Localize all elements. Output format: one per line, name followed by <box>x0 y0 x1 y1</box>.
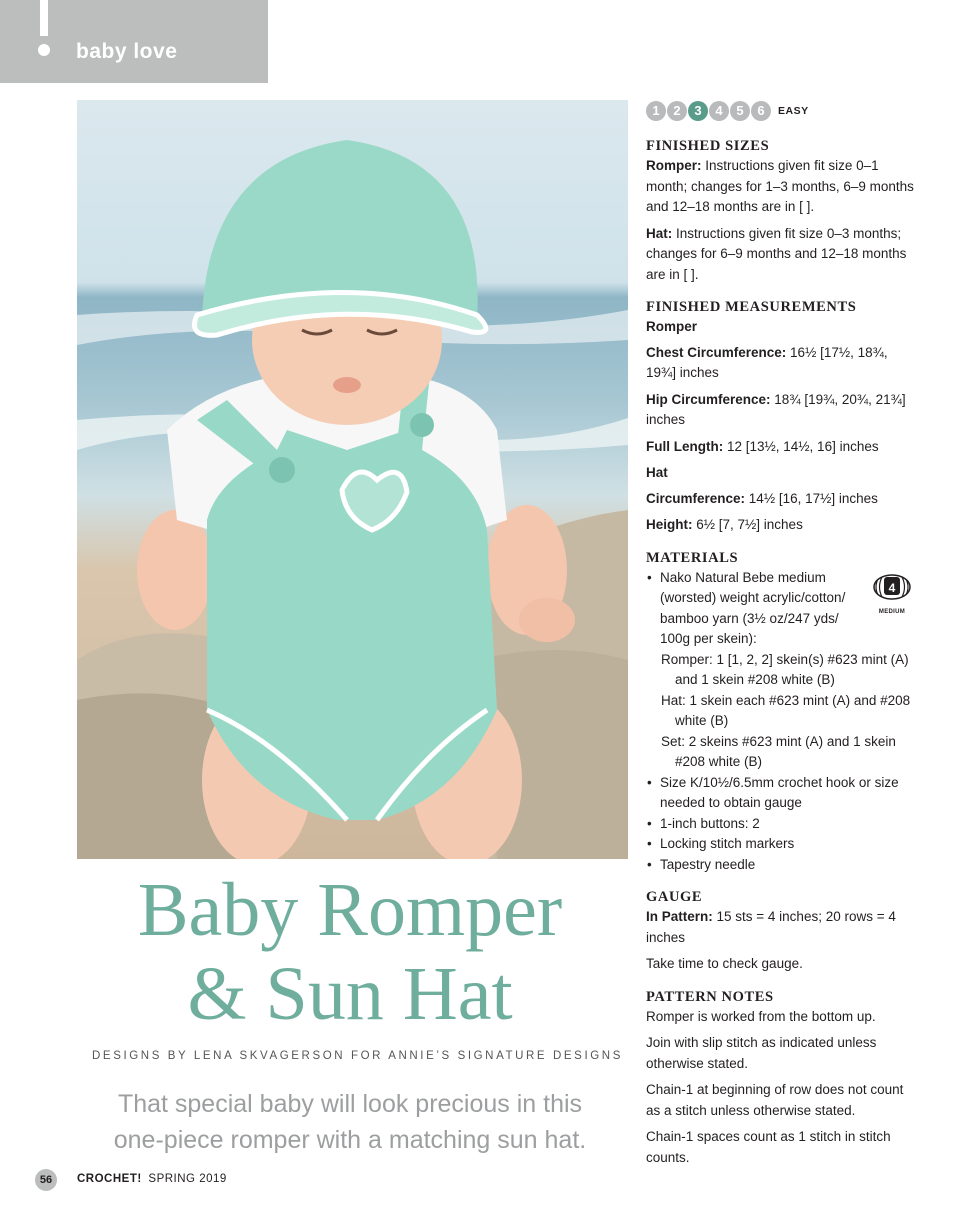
skill-level-5-icon: 5 <box>730 101 750 121</box>
finished-measurements-section <box>646 297 916 536</box>
footer-issue <box>77 1173 227 1185</box>
designer-credit: DESIGNS BY LENA SKVAGERSON FOR ANNIE’S SIGNATURE DESIGNS <box>92 1050 623 1062</box>
pattern-details-column <box>646 98 916 1180</box>
section-tab <box>0 0 268 83</box>
hat-circumference-value: 14½ [16, 17½] inches <box>745 490 878 506</box>
length-value: 12 [13½, 14½, 16] inches <box>723 438 879 454</box>
gauge-pattern-label: In Pattern: <box>646 909 713 924</box>
hat-size <box>646 224 916 286</box>
baby-illustration <box>77 100 628 859</box>
page-number: 56 <box>35 1169 57 1191</box>
yarn-weight-label: MEDIUM <box>878 609 906 615</box>
chest-measurement <box>646 343 916 384</box>
length-label: Full Length: <box>646 438 724 454</box>
list-item <box>646 773 916 814</box>
hip-measurement <box>646 390 916 431</box>
finished-sizes-section <box>646 136 916 285</box>
skill-level-4-icon: 4 <box>709 101 729 121</box>
magazine-name: CROCHET! <box>77 1173 142 1185</box>
issue-date: SPRING 2019 <box>148 1173 227 1185</box>
hat-circumference-label: Circumference: <box>646 490 746 506</box>
gauge-pattern <box>646 907 916 948</box>
romper-size-text: Instructions given fit size 0–1 month; changes for 1–3 months, 6–9 months and 12–18 months are in [ ]. <box>646 158 914 214</box>
pattern-note: Chain-1 spaces count as 1 stitch in stitch counts. <box>646 1129 891 1165</box>
set-quantity: Set: 2 skeins #623 mint (A) and 1 skein #208 white (B) <box>661 733 896 769</box>
hip-value: 18¾ [19¾, 20¾, 21¾] inches <box>646 391 906 427</box>
chest-value: 16½ [17½, 18¾, 19¾] inches <box>646 344 888 380</box>
romper-quantity: Romper: 1 [1, 2, 2] skein(s) #623 mint (A) and 1 skein #208 white (B) <box>661 651 909 687</box>
yarn-weight-icon <box>872 574 912 614</box>
skill-level-6-icon: 6 <box>751 101 771 121</box>
yarn-text: Nako Natural Bebe medium (worsted) weight acrylic/cotton/ bamboo yarn (3½ oz/247 yds/ 100g per skein): <box>660 569 846 646</box>
gauge-section <box>646 887 916 975</box>
pattern-notes-section <box>646 987 916 1169</box>
skill-level <box>646 98 916 124</box>
chest-label: Chest Circumference: <box>646 344 787 360</box>
skill-level-1-icon: 1 <box>646 101 666 121</box>
skill-level-label: EASY <box>778 104 809 117</box>
hook-text: Size K/10½/6.5mm crochet hook or size needed to obtain gauge <box>660 774 899 810</box>
gauge-pattern-text: 15 sts = 4 inches; 20 rows = 4 inches <box>646 909 896 945</box>
list-item <box>646 855 916 876</box>
materials-heading: MATERIALS <box>646 549 739 566</box>
gauge-check: Take time to check gauge. <box>646 956 803 971</box>
yarn-weight-number: 4 <box>888 581 896 595</box>
pattern-title-line2: & Sun Hat <box>187 952 513 1036</box>
hat-circumference <box>646 489 916 510</box>
exclamation-dot-icon <box>38 44 50 56</box>
hat-height-label: Height: <box>646 517 693 532</box>
finished-sizes-heading: FINISHED SIZES <box>646 138 770 154</box>
tagline-line2: one-piece romper with a matching sun hat. <box>113 1126 587 1154</box>
tagline-line1: That special baby will look precious in this <box>117 1090 583 1118</box>
hat-size-text: Instructions given fit size 0–3 months; changes for 6–9 months and 12–18 months are in [ ]. <box>646 225 907 282</box>
section-label: baby love <box>76 40 178 63</box>
pattern-title-line1: Baby Romper <box>137 868 563 952</box>
list-item <box>646 834 916 855</box>
hat-subheading: Hat <box>646 465 668 480</box>
length-measurement <box>646 437 916 458</box>
hat-size-label: Hat: <box>646 225 673 241</box>
pattern-note: Join with slip stitch as indicated unless otherwise stated. <box>646 1035 877 1071</box>
hat-height <box>646 515 916 536</box>
gauge-heading: GAUGE <box>646 889 703 905</box>
needle-text: Tapestry needle <box>660 856 756 872</box>
romper-size-label: Romper: <box>646 158 702 173</box>
romper-size <box>646 156 916 218</box>
markers-text: Locking stitch markers <box>660 836 795 851</box>
romper-subheading: Romper <box>646 319 698 334</box>
finished-measurements-heading: FINISHED MEASUREMENTS <box>646 299 857 315</box>
buttons-text: 1-inch buttons: 2 <box>660 815 760 831</box>
hip-label: Hip Circumference: <box>646 391 771 407</box>
pattern-note: Chain-1 at beginning of row does not count as a stitch unless otherwise stated. <box>646 1082 904 1118</box>
pattern-notes-heading: PATTERN NOTES <box>646 988 774 1005</box>
exclamation-bar-icon <box>40 0 48 36</box>
pattern-note: Romper is worked from the bottom up. <box>646 1008 876 1024</box>
skill-level-3-icon: 3 <box>688 101 708 121</box>
hat-height-value: 6½ [7, 7½] inches <box>692 517 803 532</box>
list-item <box>646 814 916 835</box>
hat-quantity: Hat: 1 skein each #623 mint (A) and #208 white (B) <box>661 692 911 728</box>
baby-photo <box>77 100 628 859</box>
skill-level-2-icon: 2 <box>667 101 687 121</box>
